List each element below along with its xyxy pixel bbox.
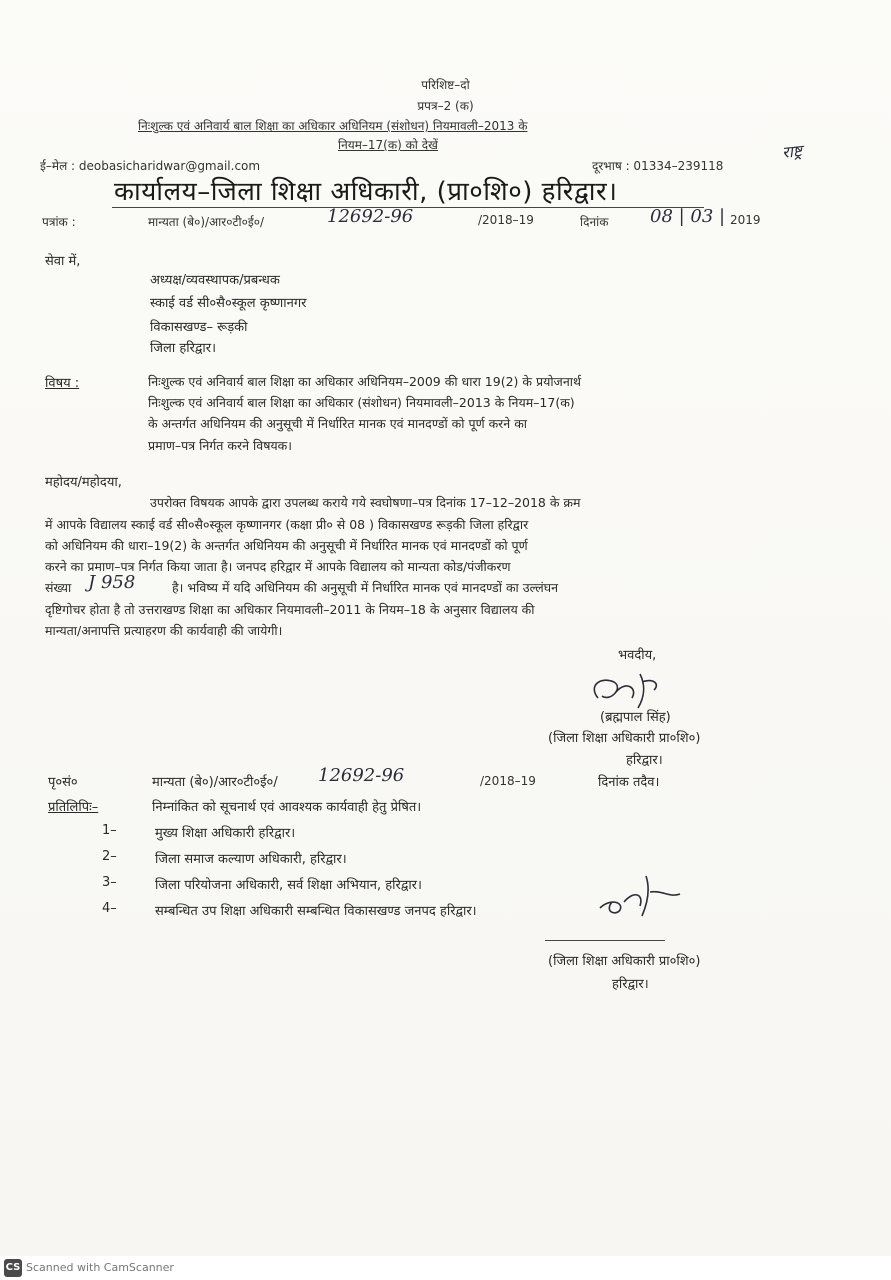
copy-item-num: 2– xyxy=(102,849,117,864)
subject-line4: प्रमाण–पत्र निर्गत करने विषयक। xyxy=(148,438,293,453)
copy-label: प्रतिलिपिः– xyxy=(48,800,99,815)
salutation: महोदय/महोदया, xyxy=(45,475,122,490)
subject-line1: निःशुल्क एवं अनिवार्य बाल शिक्षा का अधिकार अधिनियम–2009 की धारा 19(2) के प्रयोजनार्थ xyxy=(148,374,581,389)
body-line7: मान्यता/अनापत्ति प्रत्याहरण की कार्यवाही की जायेगी। xyxy=(45,623,283,638)
copy-item-text: जिला समाज कल्याण अधिकारी, हरिद्वार। xyxy=(155,852,347,867)
copy-item-text: मुख्य शिक्षा अधिकारी हरिद्वार। xyxy=(155,826,296,841)
letter-number-handwritten: 12692-96 xyxy=(327,206,414,227)
to-label: सेवा में, xyxy=(45,254,81,269)
date-handwritten: 08 | 03 | xyxy=(650,206,726,227)
form-label: प्रपत्र–2 (क) xyxy=(417,99,474,113)
signature-line xyxy=(545,940,665,941)
endorsement-number-label: पृ०सं० xyxy=(48,775,78,790)
endorsement-date: दिनांक तदैव। xyxy=(598,775,660,790)
letter-number-text: मान्यता (बे०)/आर०टी०ई०/ xyxy=(148,215,265,229)
endorsement-signature-mark xyxy=(590,872,690,922)
body-line5: है। भविष्य में यदि अधिनियम की अनुसूची में निर्धारित मानक एवं मानदण्डों का उल्लंघन xyxy=(172,580,559,595)
subject-line3: के अन्तर्गत अधिनियम की अनुसूची में निर्धारित मानक एवं मानदण्डों को पूर्ण करने का xyxy=(148,416,528,431)
addressee-line2: स्काई वर्ड सी०सै०स्कूल कृष्णानगर xyxy=(150,296,307,311)
body-line3: को अधिनियम की धारा–19(2) के अन्तर्गत अधिनियम की अनुसूची में निर्धारित मानक एवं मानदण्डों को पूर्ण xyxy=(45,538,528,553)
corner-handwritten-note: राष्ट्र xyxy=(781,141,804,162)
body-line6: दृष्टिगोचर होता है तो उत्तराखण्ड शिक्षा का अधिकार नियमावली–2011 के नियम–18 के अनुसार विद्यालय की xyxy=(45,602,535,617)
addressee-line3: विकासखण्ड– रूड़की xyxy=(150,320,248,335)
addressee-line1: अध्यक्ष/व्यवस्थापक/प्रबन्धक xyxy=(150,273,280,288)
signatory-place: हरिद्वार। xyxy=(626,753,663,768)
endorsement-number-text: मान्यता (बे०)/आर०टी०ई०/ xyxy=(152,775,278,790)
copy-item-num: 4– xyxy=(102,901,117,916)
signatory-designation: (जिला शिक्षा अधिकारी प्रा०शि०) xyxy=(548,731,701,746)
copy-intro: निम्नांकित को सूचनार्थ एवं आवश्यक कार्यवाही हेतु प्रेषित। xyxy=(152,800,422,815)
copy-item-text: सम्बन्धित उप शिक्षा अधिकारी सम्बन्धित विकासखण्ड जनपद हरिद्वार। xyxy=(155,904,477,919)
endorsement-year: /2018–19 xyxy=(480,774,536,788)
letter-year: /2018–19 xyxy=(478,213,534,227)
signatory-name: (ब्रह्मपाल सिंह) xyxy=(600,710,671,725)
closing: भवदीय, xyxy=(618,648,657,663)
subject-label: विषय : xyxy=(45,376,80,391)
letter-number-label: पत्रांक : xyxy=(42,215,76,229)
office-title: कार्यालय–जिला शिक्षा अधिकारी, (प्रा०शि०) हरिद्वार। xyxy=(114,177,618,207)
body-line1: उपरोक्त विषयक आपके द्वारा उपलब्ध कराये गये स्वघोषणा–पत्र दिनांक 17–12–2018 के क्रम xyxy=(150,495,581,510)
body-line4: करने का प्रमाण–पत्र निर्गत किया जाता है। जनपद हरिद्वार में आपके विद्यालय को मान्यता कोड/पंजीकरण xyxy=(45,559,511,574)
endorsement-designation: (जिला शिक्षा अधिकारी प्रा०शि०) xyxy=(548,954,701,969)
body-line2: में आपके विद्यालय स्काई वर्ड सी०सै०स्कूल कृष्णानगर (कक्षा प्री० से 08 ) विकासखण्ड रूड़की जिला हरिद्वार xyxy=(45,517,529,532)
registration-code-handwritten: J 958 xyxy=(88,572,136,593)
subject-line2: निःशुल्क एवं अनिवार्य बाल शिक्षा का अधिकार (संशोधन) नियमावली–2013 के नियम–17(क) xyxy=(148,395,575,410)
endorsement-place: हरिद्वार। xyxy=(612,977,649,992)
scanner-watermark: Scanned with CamScanner xyxy=(26,1261,174,1274)
email-line: ई–मेल : deobasicharidwar@gmail.com xyxy=(40,159,261,173)
signature-mark xyxy=(580,668,700,712)
camscanner-logo: CS xyxy=(4,1259,22,1277)
appendix-label: परिशिष्ट–दो xyxy=(421,78,470,92)
phone-line: दूरभाष : 01334–239118 xyxy=(592,159,724,173)
rule-reference-line2: नियम–17(क) को देखें xyxy=(338,138,438,152)
rule-reference-line1: निःशुल्क एवं अनिवार्य बाल शिक्षा का अधिकार अधिनियम (संशोधन) नियमावली–2013 के xyxy=(138,119,528,133)
date-year: 2019 xyxy=(730,213,761,227)
date-label: दिनांक xyxy=(580,215,609,229)
copy-item-num: 1– xyxy=(102,823,117,838)
copy-item-num: 3– xyxy=(102,875,117,890)
body-line5-prefix: संख्या xyxy=(45,580,72,595)
copy-item-text: जिला परियोजना अधिकारी, सर्व शिक्षा अभियान, हरिद्वार। xyxy=(155,878,422,893)
endorsement-number-handwritten: 12692-96 xyxy=(318,765,405,786)
addressee-line4: जिला हरिद्वार। xyxy=(150,341,216,356)
